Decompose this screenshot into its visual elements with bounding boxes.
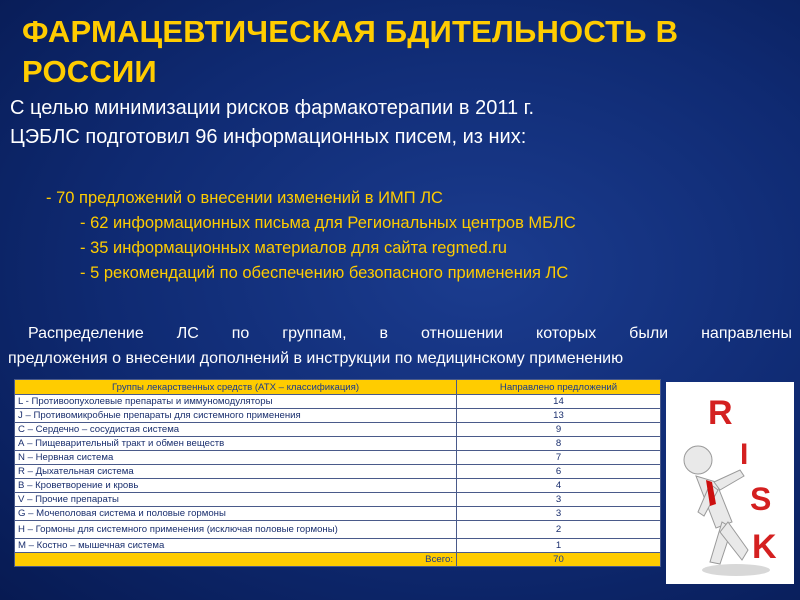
risk-letter-k: K (752, 528, 777, 566)
proposal-count-cell: 2 (457, 521, 661, 539)
table-row (15, 409, 661, 423)
header-proposals: Направлено предложений (457, 380, 661, 395)
distribution-line-2: предложения о внесении дополнений в инструкции по медицинскому применению (8, 350, 624, 367)
drug-group-cell: G – Мочеполовая система и половые гормоны (15, 507, 457, 521)
intro-text (10, 94, 790, 152)
bullet-item: - 62 информационных письма для Региональных центров МБЛС (80, 214, 576, 232)
bullet-item: - 70 предложений о внесении изменений в ИМП ЛС (46, 189, 443, 207)
risk-letter-r: R (708, 394, 733, 432)
drug-group-cell: Н – Гормоны для системного применения (исключая половые гормоны) (15, 521, 457, 539)
drug-group-cell: V – Прочие препараты (15, 493, 457, 507)
table-header-row (15, 380, 661, 395)
proposal-count-cell: 14 (457, 395, 661, 409)
table-row (15, 465, 661, 479)
proposal-count-cell: 13 (457, 409, 661, 423)
proposal-count-cell: 4 (457, 479, 661, 493)
header-drug-group: Группы лекарственных средств (АТХ – классификация) (15, 380, 457, 395)
drug-group-cell: С – Сердечно – сосудистая система (15, 423, 457, 437)
drug-group-cell: В – Кроветворение и кровь (15, 479, 457, 493)
distribution-caption (8, 321, 792, 371)
risk-illustration (666, 382, 794, 584)
figure-head (684, 446, 712, 474)
proposal-count-cell: 1 (457, 539, 661, 553)
table-row (15, 451, 661, 465)
bullet-list (0, 186, 800, 286)
table-row (15, 539, 661, 553)
table-row (15, 479, 661, 493)
proposal-count-cell: 3 (457, 493, 661, 507)
intro-line-2: ЦЭБЛС подготовил 96 информационных писем, из них: (10, 126, 527, 148)
bullet-item: - 5 рекомендаций по обеспечению безопасного применения ЛС (80, 264, 569, 282)
distribution-line-1: Распределение ЛС по группам, в отношении которых были направлены (28, 325, 792, 342)
total-value: 70 (457, 553, 661, 567)
slide-title: ФАРМАЦЕВТИЧЕСКАЯ БДИТЕЛЬНОСТЬ В РОССИИ (22, 14, 679, 89)
risk-figure-icon (666, 382, 794, 584)
table-row (15, 521, 661, 539)
table-row (15, 423, 661, 437)
drug-group-cell: J – Противомикробные препараты для системного применения (15, 409, 457, 423)
table-row (15, 395, 661, 409)
table-total-row (15, 553, 661, 567)
risk-letter-i: I (740, 438, 749, 471)
intro-line-1: С целью минимизации рисков фармакотерапии в 2011 г. (10, 97, 535, 119)
drug-group-cell: А – Пищеварительный тракт и обмен веществ (15, 437, 457, 451)
proposal-count-cell: 8 (457, 437, 661, 451)
drug-groups-table (14, 379, 661, 567)
drug-group-cell: L - Противоопухолевые препараты и иммуномодуляторы (15, 395, 457, 409)
total-label: Всего: (15, 553, 457, 567)
proposal-count-cell: 7 (457, 451, 661, 465)
proposal-count-cell: 9 (457, 423, 661, 437)
table-row (15, 493, 661, 507)
table-row (15, 507, 661, 521)
bullet-item: - 35 информационных материалов для сайта regmed.ru (80, 239, 507, 257)
risk-letter-s: S (750, 481, 772, 517)
proposal-count-cell: 6 (457, 465, 661, 479)
drug-group-cell: N – Нервная система (15, 451, 457, 465)
drug-group-cell: R – Дыхательная система (15, 465, 457, 479)
drug-group-cell: М – Костно – мышечная система (15, 539, 457, 553)
table-row (15, 437, 661, 451)
proposal-count-cell: 3 (457, 507, 661, 521)
